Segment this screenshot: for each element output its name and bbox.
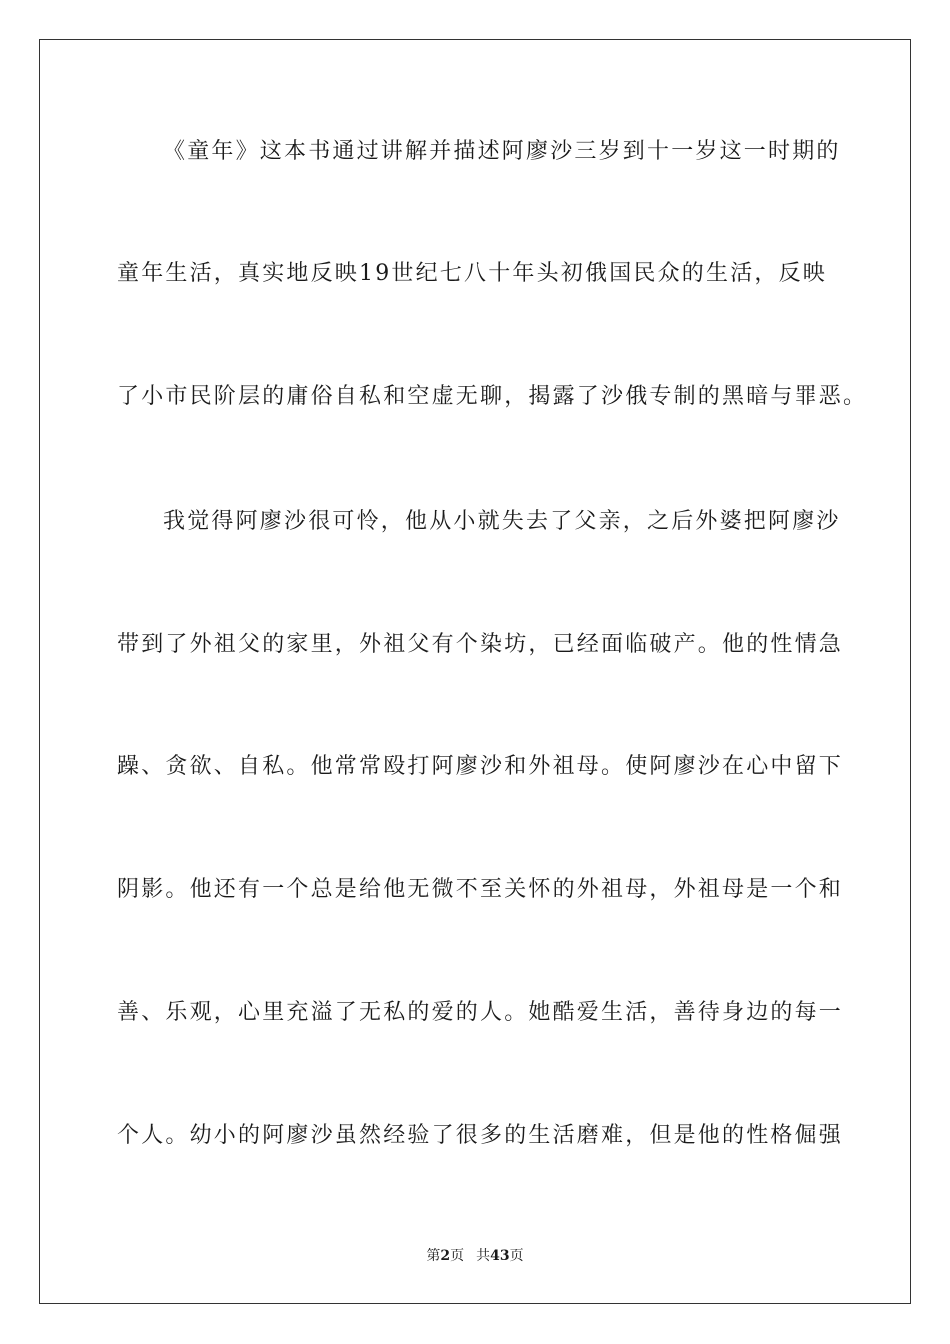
page-border <box>39 39 911 1304</box>
paragraph-2-line-1: 我觉得阿廖沙很可怜，他从小就失去了父亲，之后外婆把阿廖沙 <box>163 509 841 534</box>
paragraph-2-line-4: 阴影。他还有一个总是给他无微不至关怀的外祖母，外祖母是一个和 <box>117 877 844 902</box>
paragraph-1-line-2: 童年生活，真实地反映19世纪七八十年头初俄国民众的生活，反映 <box>117 261 827 286</box>
total-pages: 43 <box>490 1248 510 1264</box>
paragraph-1-line-3: 了小市民阶层的庸俗自私和空虚无聊，揭露了沙俄专制的黑暗与罪恶。 <box>117 384 868 409</box>
page-suffix: 页 <box>450 1248 465 1264</box>
paragraph-2-line-2: 带到了外祖父的家里，外祖父有个染坊，已经面临破产。他的性情急 <box>117 632 844 657</box>
total-suffix: 页 <box>509 1248 524 1264</box>
paragraph-2-line-3: 躁、贪欲、自私。他常常殴打阿廖沙和外祖母。使阿廖沙在心中留下 <box>117 754 844 779</box>
paragraph-1-line-1: 《童年》这本书通过讲解并描述阿廖沙三岁到十一岁这一时期的 <box>163 139 841 164</box>
page-number: 2 <box>440 1248 451 1264</box>
page-footer <box>0 1247 950 1265</box>
page-prefix: 第 <box>426 1248 441 1264</box>
total-prefix: 共 <box>476 1248 491 1264</box>
paragraph-2-line-5: 善、乐观，心里充溢了无私的爱的人。她酷爱生活，善待身边的每一 <box>117 1000 844 1025</box>
paragraph-2-line-6: 个人。幼小的阿廖沙虽然经验了很多的生活磨难，但是他的性格倔强 <box>117 1123 844 1148</box>
